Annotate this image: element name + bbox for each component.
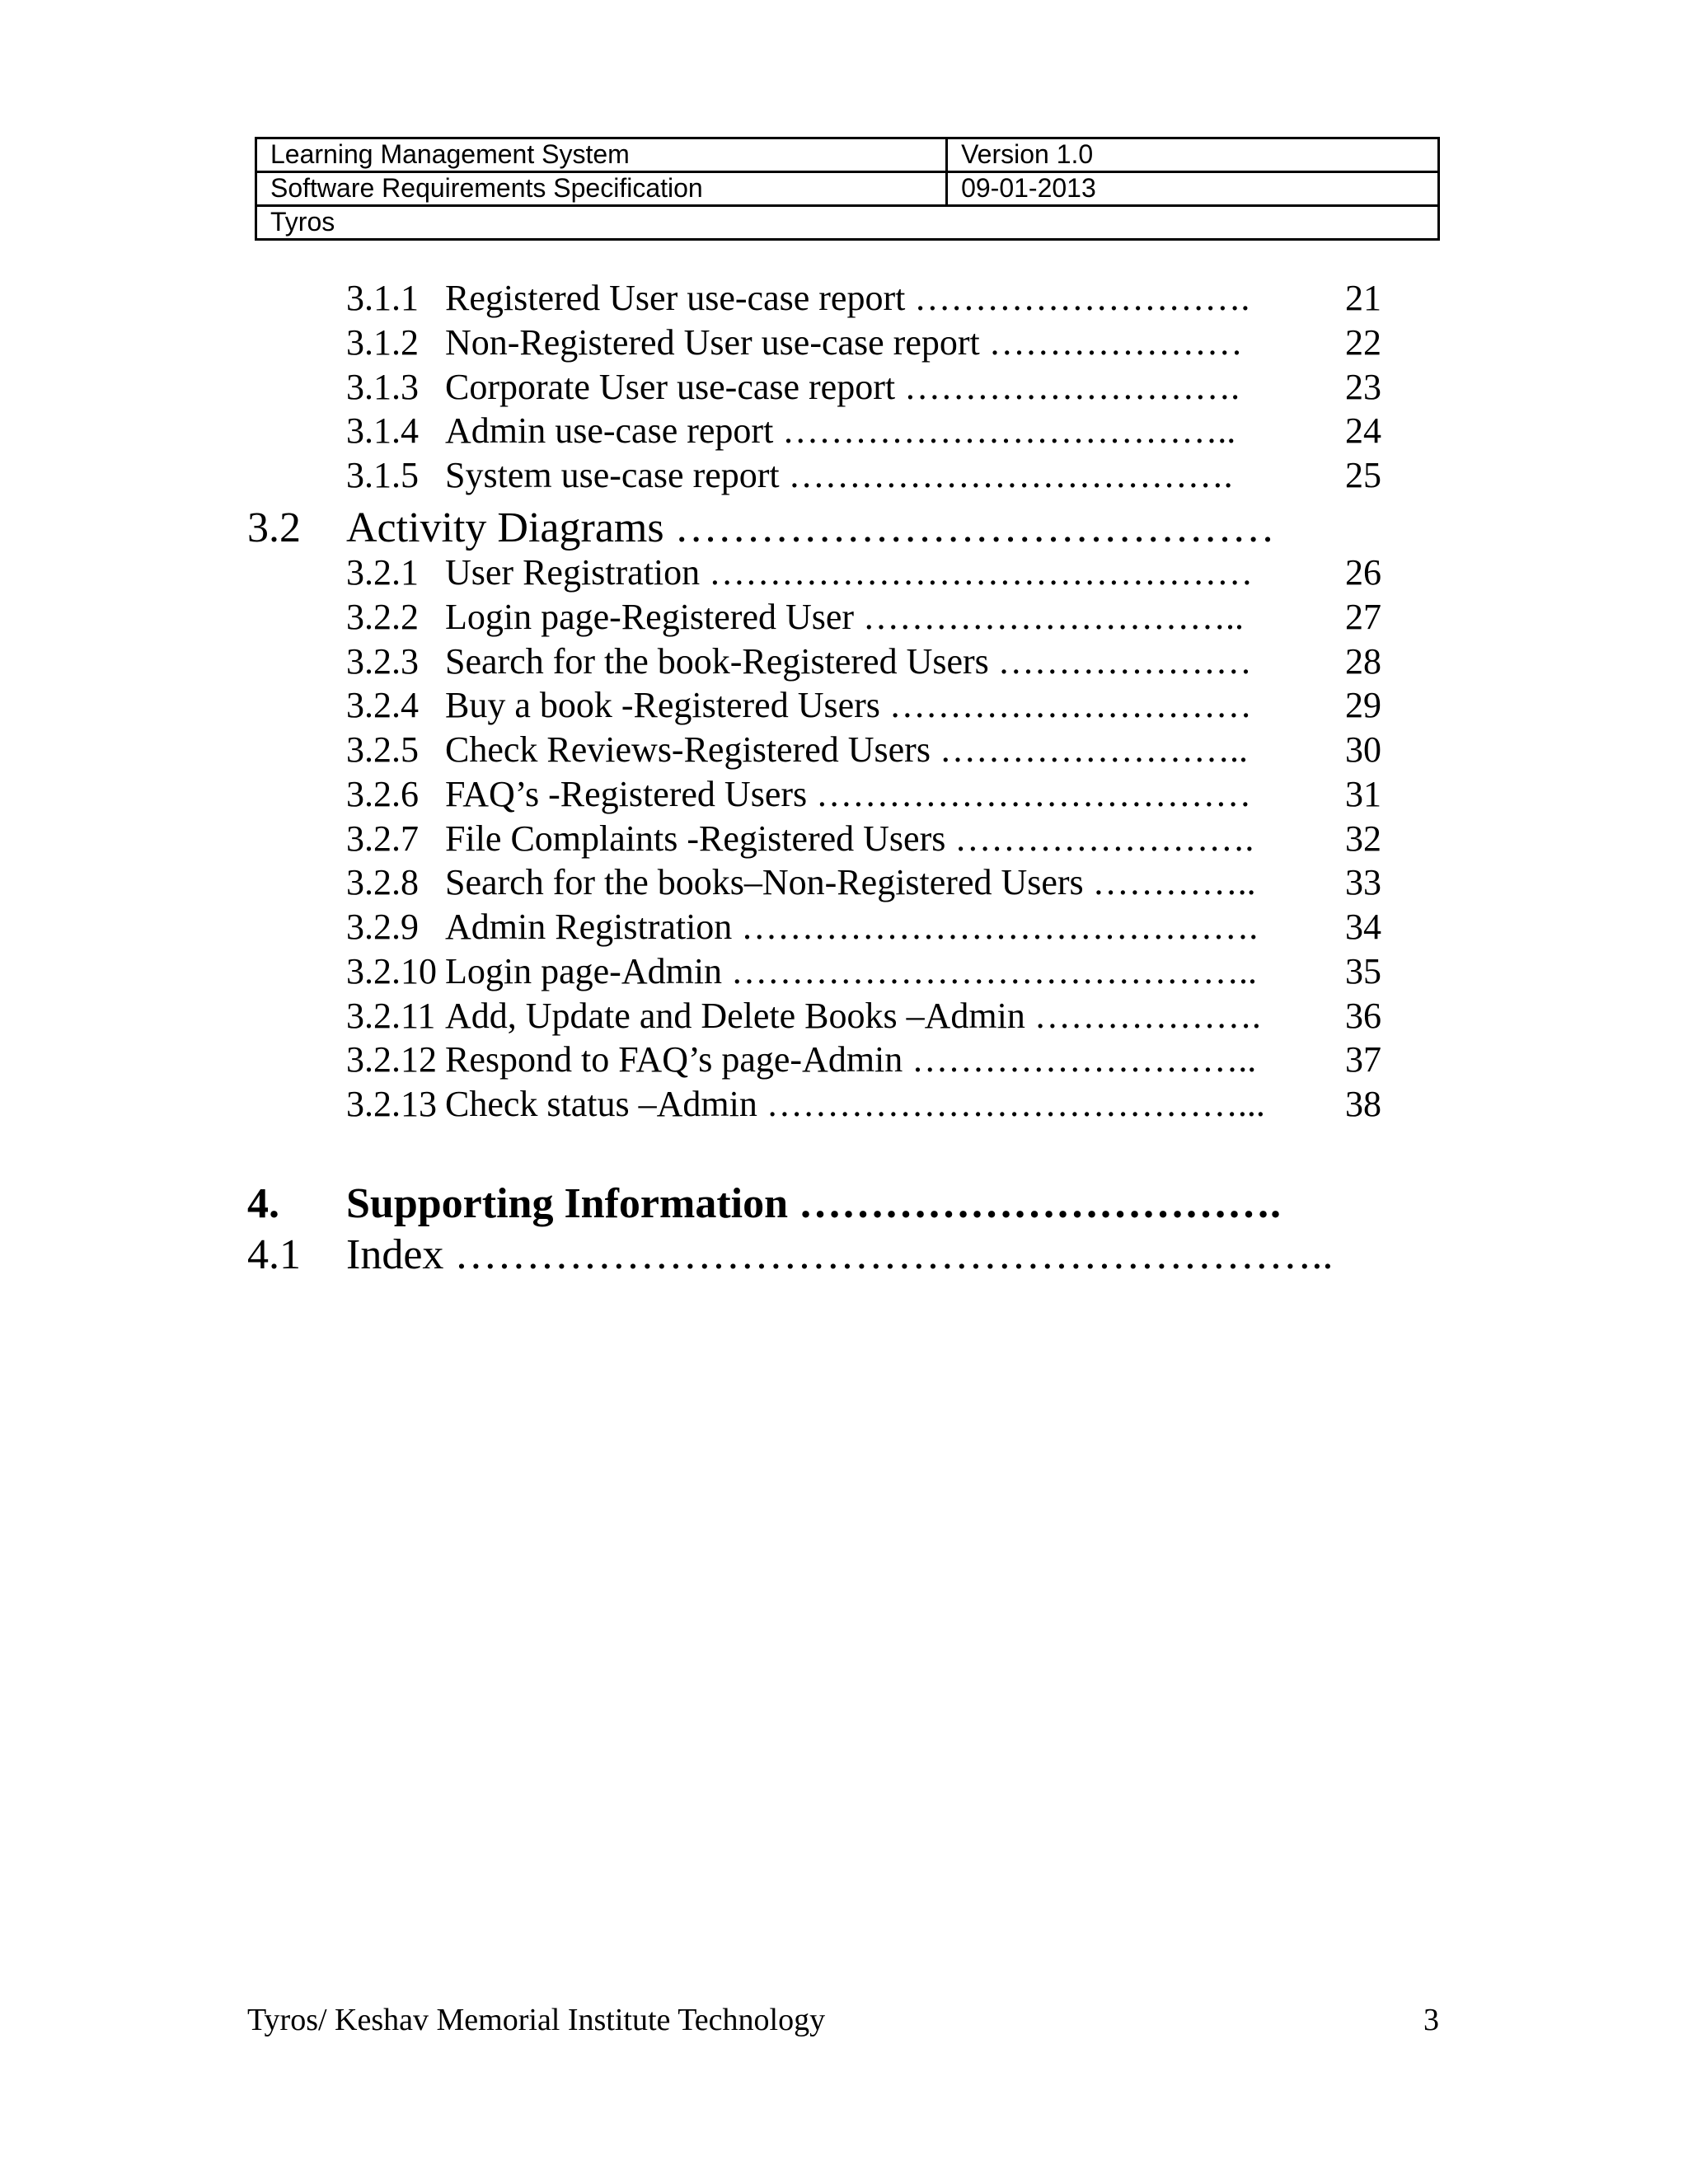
toc-entry-title: System use-case report ………………………………. bbox=[445, 455, 1233, 495]
toc-entry-page-number: 38 bbox=[1345, 1084, 1381, 1124]
toc-entry-title: Buy a book -Registered Users ………………………… bbox=[445, 685, 1252, 725]
toc-entry bbox=[0, 1179, 1688, 1228]
header-date: 09-01-2013 bbox=[947, 172, 1439, 206]
toc-entry bbox=[0, 321, 1688, 371]
toc-entry-number: 3.2.1 bbox=[346, 552, 419, 593]
toc-entry-title: Search for the book-Registered Users ………………… bbox=[445, 641, 1252, 682]
toc-entry-number: 3.2.11 bbox=[346, 996, 436, 1036]
toc-entry-number: 3.2.8 bbox=[346, 862, 419, 902]
toc-entry bbox=[0, 596, 1688, 645]
toc-entry-title: Activity Diagrams …………………………………… bbox=[346, 504, 1275, 551]
toc-entry-number: 3.2.10 bbox=[346, 951, 437, 991]
toc-entry bbox=[0, 410, 1688, 459]
toc-entry-page-number: 25 bbox=[1345, 455, 1381, 495]
toc-entry-page-number: 36 bbox=[1345, 996, 1381, 1036]
toc-entry-page-number: 37 bbox=[1345, 1039, 1381, 1080]
toc-entry bbox=[0, 861, 1688, 911]
toc-entry-page-number: 27 bbox=[1345, 597, 1381, 637]
toc-entry-page-number: 22 bbox=[1345, 322, 1381, 363]
toc-entry bbox=[0, 995, 1688, 1044]
toc-entry-page-number: 28 bbox=[1345, 641, 1381, 682]
toc-entry-number: 3.1.1 bbox=[346, 278, 419, 318]
toc-entry bbox=[0, 906, 1688, 955]
footer-institution: Tyros/ Keshav Memorial Institute Technology bbox=[247, 2003, 826, 2037]
toc-entry-number: 4. bbox=[247, 1180, 279, 1227]
toc-entry-page-number: 26 bbox=[1345, 552, 1381, 593]
toc-entry-title: Registered User use-case report ………………………. bbox=[445, 278, 1250, 318]
toc-entry-number: 3.1.4 bbox=[346, 410, 419, 451]
toc-entry-number: 3.2.13 bbox=[346, 1084, 437, 1124]
toc-entry-title: Index …………………………………………………….. bbox=[346, 1231, 1334, 1278]
toc-entry-number: 4.1 bbox=[247, 1231, 301, 1278]
toc-entry-title: FAQ’s -Registered Users ……………………………… bbox=[445, 774, 1252, 814]
toc-entry bbox=[0, 729, 1688, 778]
toc-entry bbox=[0, 950, 1688, 1000]
footer-page-number: 3 bbox=[1423, 2003, 1439, 2037]
toc-entry-number: 3.2.4 bbox=[346, 685, 419, 725]
toc-entry-number: 3.2.7 bbox=[346, 818, 419, 859]
toc-entry-page-number: 29 bbox=[1345, 685, 1381, 725]
toc-entry-title: Admin use-case report ……………………………….. bbox=[445, 410, 1236, 451]
toc-entry-page-number: 33 bbox=[1345, 862, 1381, 902]
toc-entry-page-number: 21 bbox=[1345, 278, 1381, 318]
toc-entry-page-number: 24 bbox=[1345, 410, 1381, 451]
toc-entry-page-number: 31 bbox=[1345, 774, 1381, 814]
toc-entry bbox=[0, 684, 1688, 733]
toc-entry bbox=[0, 551, 1688, 601]
toc-entry-title: Add, Update and Delete Books –Admin ………………. bbox=[445, 996, 1261, 1036]
toc-entry-title: Respond to FAQ’s page-Admin ……………………….. bbox=[445, 1039, 1257, 1080]
header-document-title: Software Requirements Specification bbox=[256, 172, 947, 206]
toc-entry-title: File Complaints -Registered Users ……………………. bbox=[445, 818, 1254, 859]
toc-entry-title: Login page-Admin …………………………………….. bbox=[445, 951, 1258, 991]
toc-entry-title: Corporate User use-case report ………………………. bbox=[445, 367, 1240, 407]
toc-entry-title: Check Reviews-Registered Users …………………….. bbox=[445, 729, 1248, 770]
toc-entry-title: Admin Registration ……………………………………. bbox=[445, 907, 1259, 947]
toc-entry-page-number: 23 bbox=[1345, 367, 1381, 407]
toc-entry-title: Search for the books–Non-Registered Users ………….. bbox=[445, 862, 1256, 902]
header-system-name: Learning Management System bbox=[256, 138, 947, 172]
toc-entry-title: Non-Registered User use-case report ………………… bbox=[445, 322, 1243, 363]
toc-entry-number: 3.1.5 bbox=[346, 455, 419, 495]
toc-entry-title: Login page-Registered User ………………………….. bbox=[445, 597, 1245, 637]
toc-entry bbox=[0, 818, 1688, 867]
toc-entry bbox=[0, 1038, 1688, 1088]
toc-entry bbox=[0, 773, 1688, 823]
toc-entry bbox=[0, 640, 1688, 690]
header-team-name: Tyros bbox=[256, 206, 1439, 240]
toc-entry bbox=[0, 1083, 1688, 1132]
header-version: Version 1.0 bbox=[947, 138, 1439, 172]
toc-entry bbox=[0, 454, 1688, 504]
toc-entry-number: 3.2.3 bbox=[346, 641, 419, 682]
toc-entry bbox=[0, 503, 1688, 552]
toc-entry bbox=[0, 277, 1688, 326]
toc-entry-number: 3.2 bbox=[247, 504, 301, 551]
toc-entry-title: Check status –Admin …………………………………... bbox=[445, 1084, 1265, 1124]
toc-entry-title: Supporting Information ……………………………. bbox=[346, 1180, 1281, 1227]
toc-entry-number: 3.2.9 bbox=[346, 907, 419, 947]
toc-entry-page-number: 34 bbox=[1345, 907, 1381, 947]
toc-entry-number: 3.1.3 bbox=[346, 367, 419, 407]
toc-entry-page-number: 35 bbox=[1345, 951, 1381, 991]
toc-entry-number: 3.2.6 bbox=[346, 774, 419, 814]
toc-entry-page-number: 32 bbox=[1345, 818, 1381, 859]
toc-entry bbox=[0, 1230, 1688, 1279]
toc-entry bbox=[0, 366, 1688, 415]
toc-entry-number: 3.2.12 bbox=[346, 1039, 437, 1080]
toc-entry-number: 3.2.5 bbox=[346, 729, 419, 770]
toc-entry-number: 3.1.2 bbox=[346, 322, 419, 363]
toc-entry-number: 3.2.2 bbox=[346, 597, 419, 637]
toc-entry-page-number: 30 bbox=[1345, 729, 1381, 770]
toc-entry-title: User Registration ……………………………………… bbox=[445, 552, 1254, 593]
